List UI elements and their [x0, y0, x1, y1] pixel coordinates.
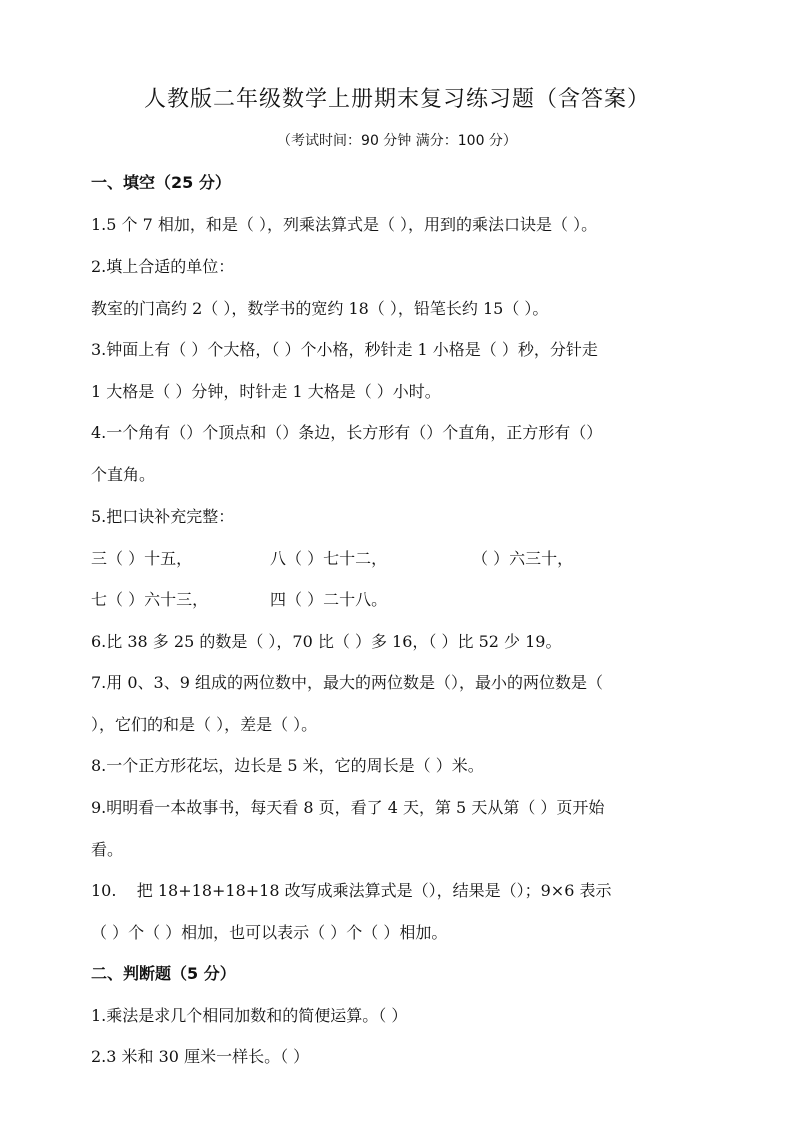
question-1-7-line-1: 7.用 0、3、9 组成的两位数中，最大的两位数是（），最小的两位数是（: [91, 673, 603, 692]
question-1-10-line-2: （ ）个（ ）相加，也可以表示（ ）个（ ）相加。: [91, 923, 448, 942]
question-1-5: 5.把口诀补充完整：: [91, 507, 235, 526]
rhyme-item: 三（ ）十五，: [91, 549, 193, 568]
question-1-3-line-2: 1 大格是（ ）分钟，时针走 1 大格是（ ）小时。: [91, 382, 441, 401]
question-1-3-line-1: 3.钟面上有（ ）个大格，（ ）个小格，秒针走 1 小格是（ ）秒，分针走: [91, 340, 598, 359]
rhyme-item: 七（ ）六十三，: [91, 590, 209, 609]
question-1-1: 1.5 个 7 相加，和是（ ），列乘法算式是（ ），用到的乘法口诀是（ ）。: [91, 215, 598, 234]
section-heading-fill-in: 一、填空（25 分）: [91, 173, 231, 192]
question-1-7-line-2: ），它们的和是（ ），差是（ ）。: [91, 715, 318, 734]
question-1-2-body: 教室的门高约 2（ ），数学书的宽约 18（ ），铅笔长约 15（ ）。: [91, 299, 549, 318]
rhyme-item: 八（ ）七十二，: [270, 549, 388, 568]
question-1-2: 2.填上合适的单位：: [91, 257, 235, 276]
question-1-9-line-1: 9.明明看一本故事书，每天看 8 页，看了 4 天，第 5 天从第（ ）页开始: [91, 798, 605, 817]
question-1-9-line-2: 看。: [91, 840, 124, 859]
question-1-4-line-1: 4.一个角有（）个顶点和（）条边，长方形有（）个直角，正方形有（）: [91, 423, 603, 442]
document-subtitle: （考试时间：90 分钟 满分：100 分）: [277, 133, 517, 149]
section-heading-true-false: 二、判断题（5 分）: [91, 964, 236, 983]
question-1-4-line-2: 个直角。: [91, 465, 156, 484]
question-2-2: 2.3 米和 30 厘米一样长。（ ）: [91, 1047, 310, 1066]
question-2-1: 1.乘法是求几个相同加数和的简便运算。（ ）: [91, 1006, 408, 1025]
rhyme-item: （ ）六三十，: [472, 549, 574, 568]
question-1-6: 6.比 38 多 25 的数是（ ），70 比（ ）多 16，（ ）比 52 少 19。: [91, 632, 562, 651]
rhyme-item: 四（ ）二十八。: [270, 590, 388, 609]
document-title: 人教版二年级数学上册期末复习练习题（含答案）: [143, 87, 650, 112]
question-1-8: 8.一个正方形花坛，边长是 5 米，它的周长是（ ）米。: [91, 756, 484, 775]
question-1-10-line-1: 10. 把 18+18+18+18 改写成乘法算式是（），结果是（）；9×6 表示: [91, 881, 612, 900]
